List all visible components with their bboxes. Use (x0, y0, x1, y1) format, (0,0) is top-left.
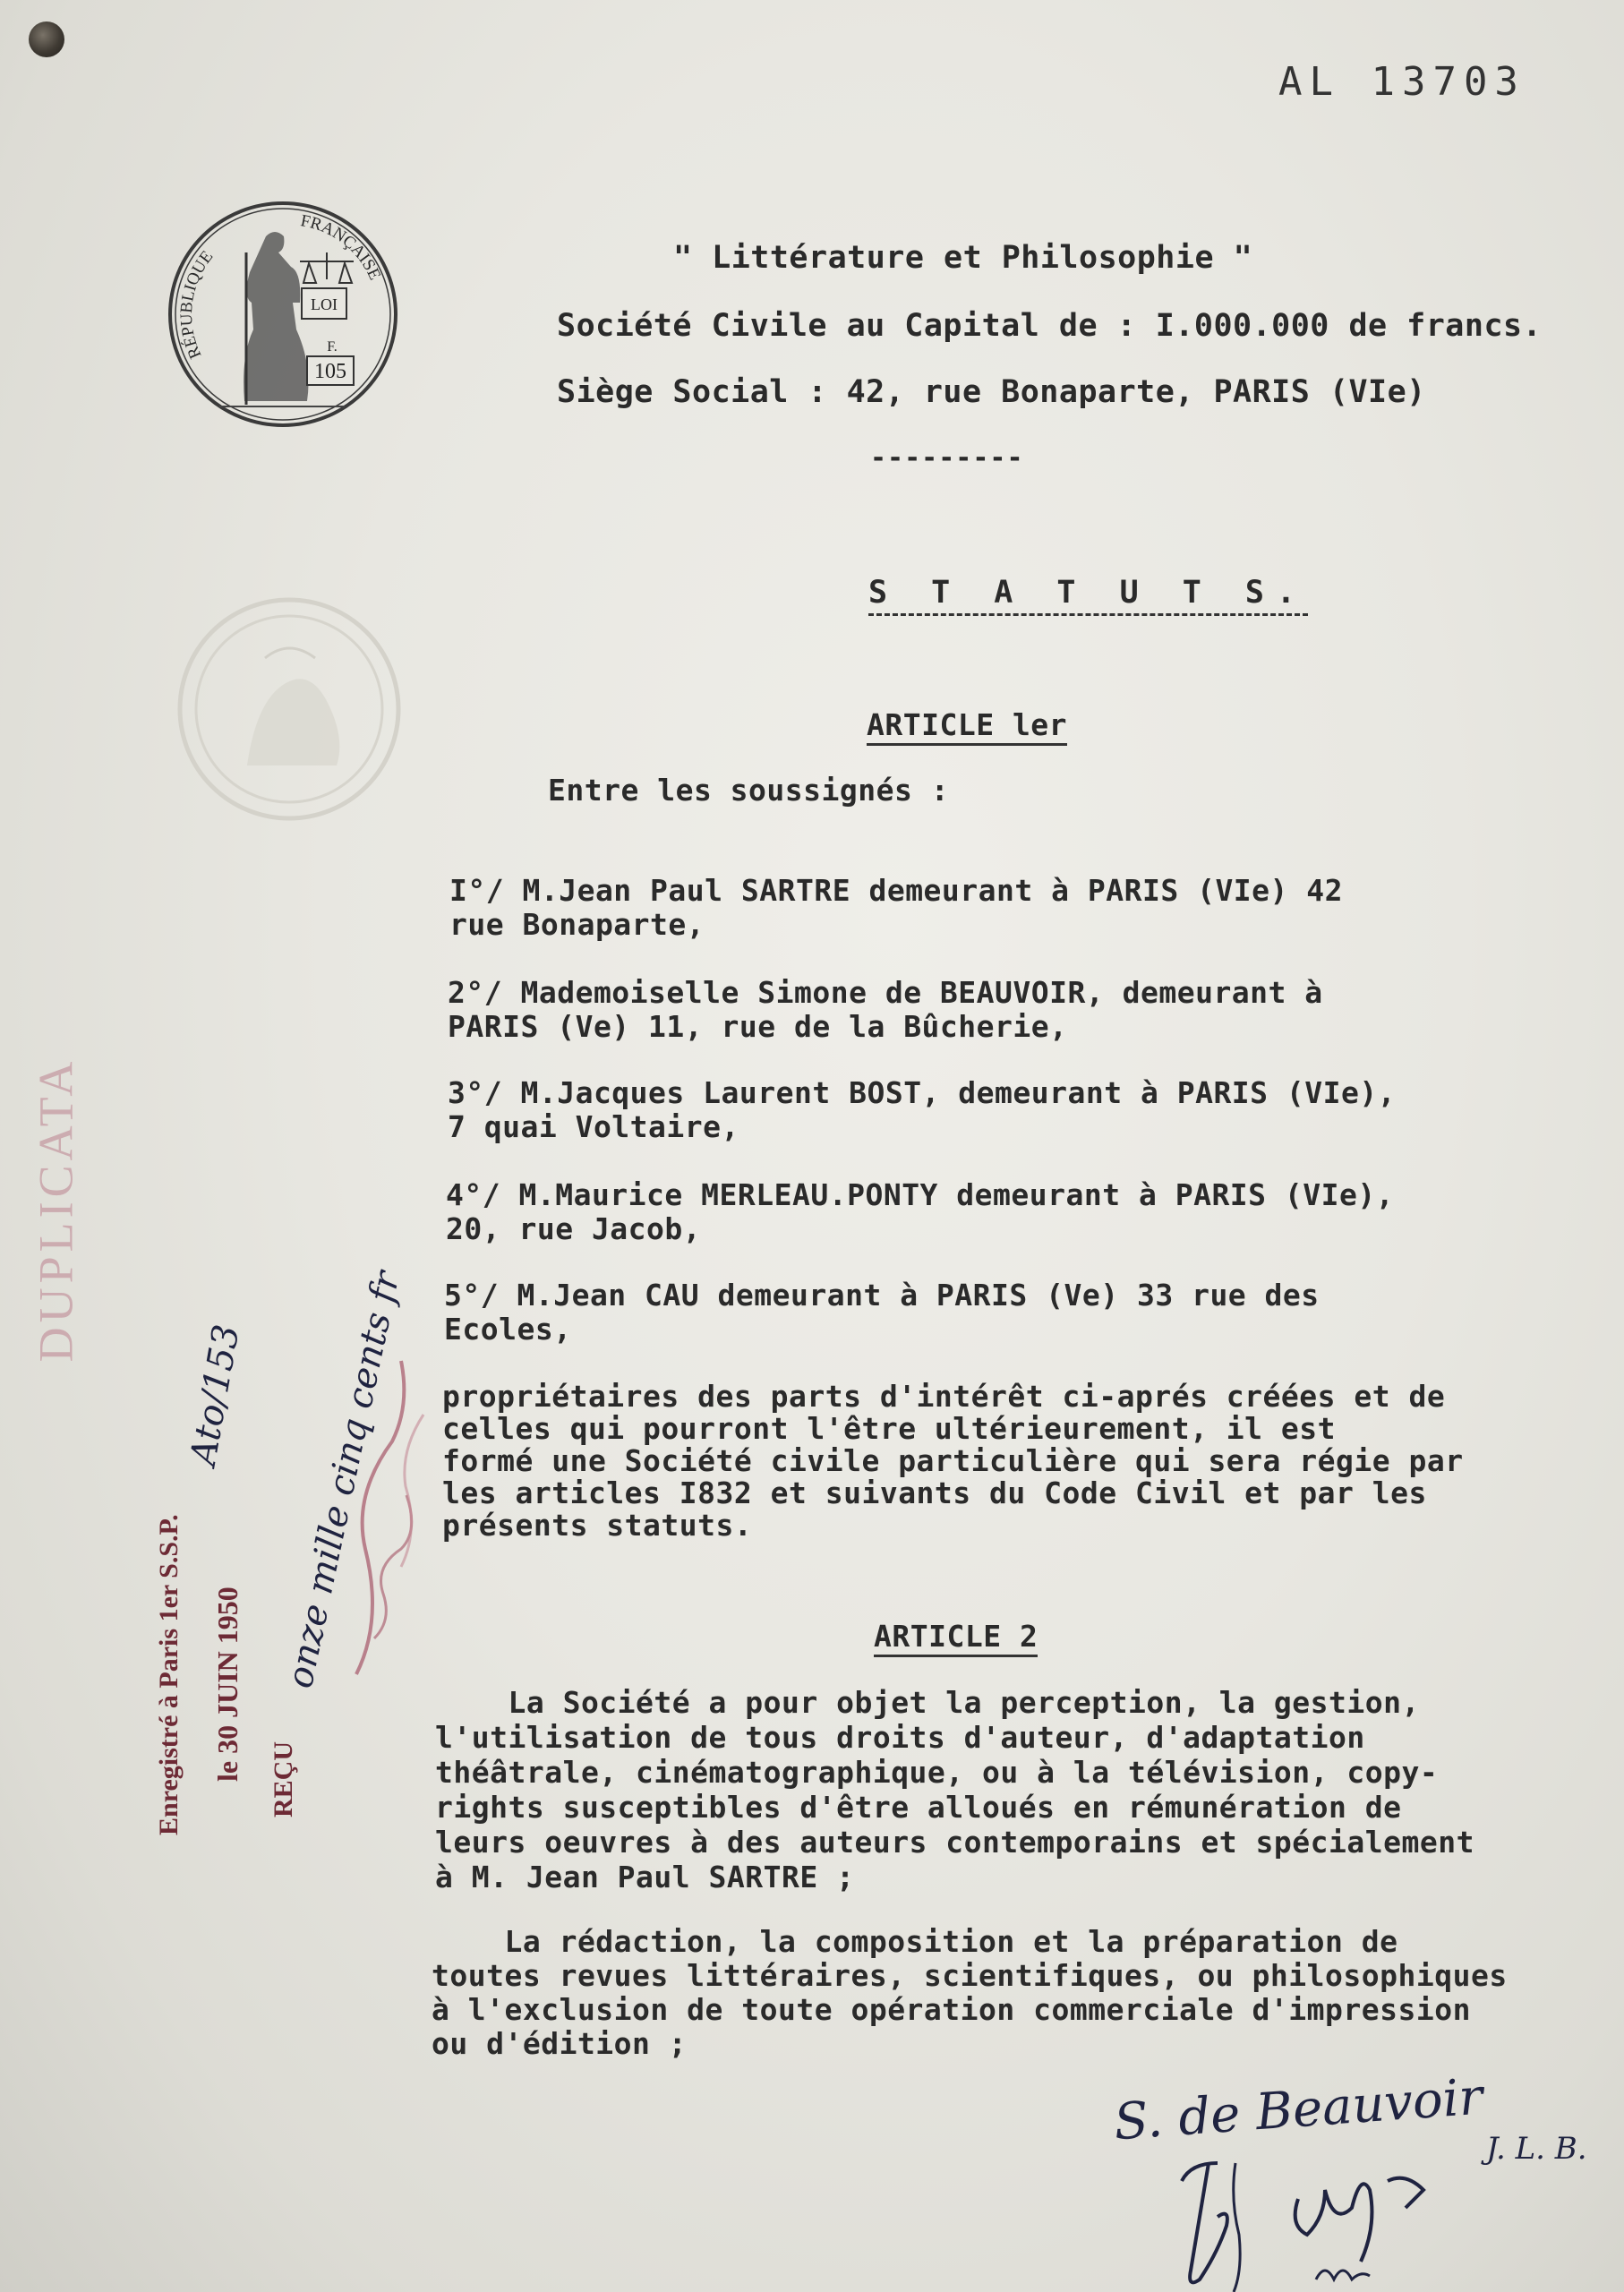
article-2-heading (874, 1619, 1038, 1654)
statuts-heading (868, 575, 1308, 611)
seal-left-text: RÉPUBLIQUE (176, 247, 218, 362)
registration-stamp-line-3: REÇU (269, 1740, 298, 1817)
seal-book-text: LOI (311, 295, 338, 313)
article-1-formation: propriétaires des parts d'intérêt ci-aprés créées et de celles qui pourront l'être ultérieurement, il est formé une Société civile particulière qui sera régie par les articles I832 et suivants du Code Civil et par les présents statuts. (442, 1379, 1464, 1543)
article-1-heading-text: ARTICLE ler (867, 707, 1067, 746)
registration-handwritten-number: Ato/153 (183, 1321, 248, 1468)
party-5: 5°/ M.Jean CAU demeurant à PARIS (Ve) 33 rue des Ecoles, (444, 1278, 1320, 1347)
registration-stamp-line-1: Enregistré à Paris 1er S.S.P. (154, 1514, 184, 1835)
signature-sartre-ponty (1155, 2127, 1459, 2292)
seal-right-text: FRANÇAISE (299, 211, 385, 284)
registrar-signature (338, 1343, 437, 1683)
seal-f-text: F. (327, 339, 338, 355)
article-1-intro: Entre les soussignés : (548, 773, 950, 808)
party-4: 4°/ M.Maurice MERLEAU.PONTY demeurant à PARIS (VIe), 20, rue Jacob, (446, 1177, 1395, 1246)
statuts-heading-text: S T A T U T S. (868, 575, 1308, 616)
company-title: " Littérature et Philosophie " (673, 240, 1253, 276)
duplicata-stamp: DUPLICATA (29, 1056, 83, 1363)
company-seat: Siège Social : 42, rue Bonaparte, PARIS (VIe) (557, 374, 1426, 410)
party-1: I°/ M.Jean Paul SARTRE demeurant à PARIS (VIe) 42 rue Bonaparte, (449, 873, 1344, 942)
article-2-paragraph-2: La rédaction, la composition et la préparation de toutes revues littéraires, scientifiques, ou philosophiques à l'exclusion de toute opération commerciale d'impression ou d'édition ; (432, 1924, 1508, 2061)
staple-pin (29, 21, 64, 57)
registration-handwritten-amount: onze mille cinq cents fr (279, 1268, 408, 1692)
signature-beauvoir: S. de Beauvoir (1112, 2067, 1485, 2152)
article-2-heading-text: ARTICLE 2 (874, 1619, 1038, 1657)
party-2: 2°/ Mademoiselle Simone de BEAUVOIR, demeurant à PARIS (Ve) 11, rue de la Bûcherie, (448, 975, 1323, 1044)
reference-number: AL 13703 (1278, 59, 1526, 105)
signature-initials: J. L. B. (1486, 2131, 1587, 2167)
registration-stamp-line-2: le 30 JUIN 1950 (211, 1586, 244, 1782)
party-3: 3°/ M.Jacques Laurent BOST, demeurant à PARIS (VIe), 7 quai Voltaire, (448, 1075, 1397, 1144)
embossed-seal (175, 595, 403, 823)
article-1-heading (867, 707, 1067, 742)
article-2-paragraph-1: La Société a pour objet la perception, la gestion, l'utilisation de tous droits d'auteur, d'adaptation théâtrale, cinématographique, ou à la télévision, copy- rights susceptibles d'être alloués en rémunération de leurs oeuvres à des auteurs contemporains et spécialement à M. Jean Paul SARTRE ; (435, 1685, 1474, 1894)
seal-number-text: 105 (314, 360, 346, 383)
republique-francaise-seal (166, 199, 400, 430)
header-separator: --------- (870, 442, 1024, 474)
company-capital: Société Civile au Capital de : I.000.000 de francs. (557, 308, 1543, 344)
